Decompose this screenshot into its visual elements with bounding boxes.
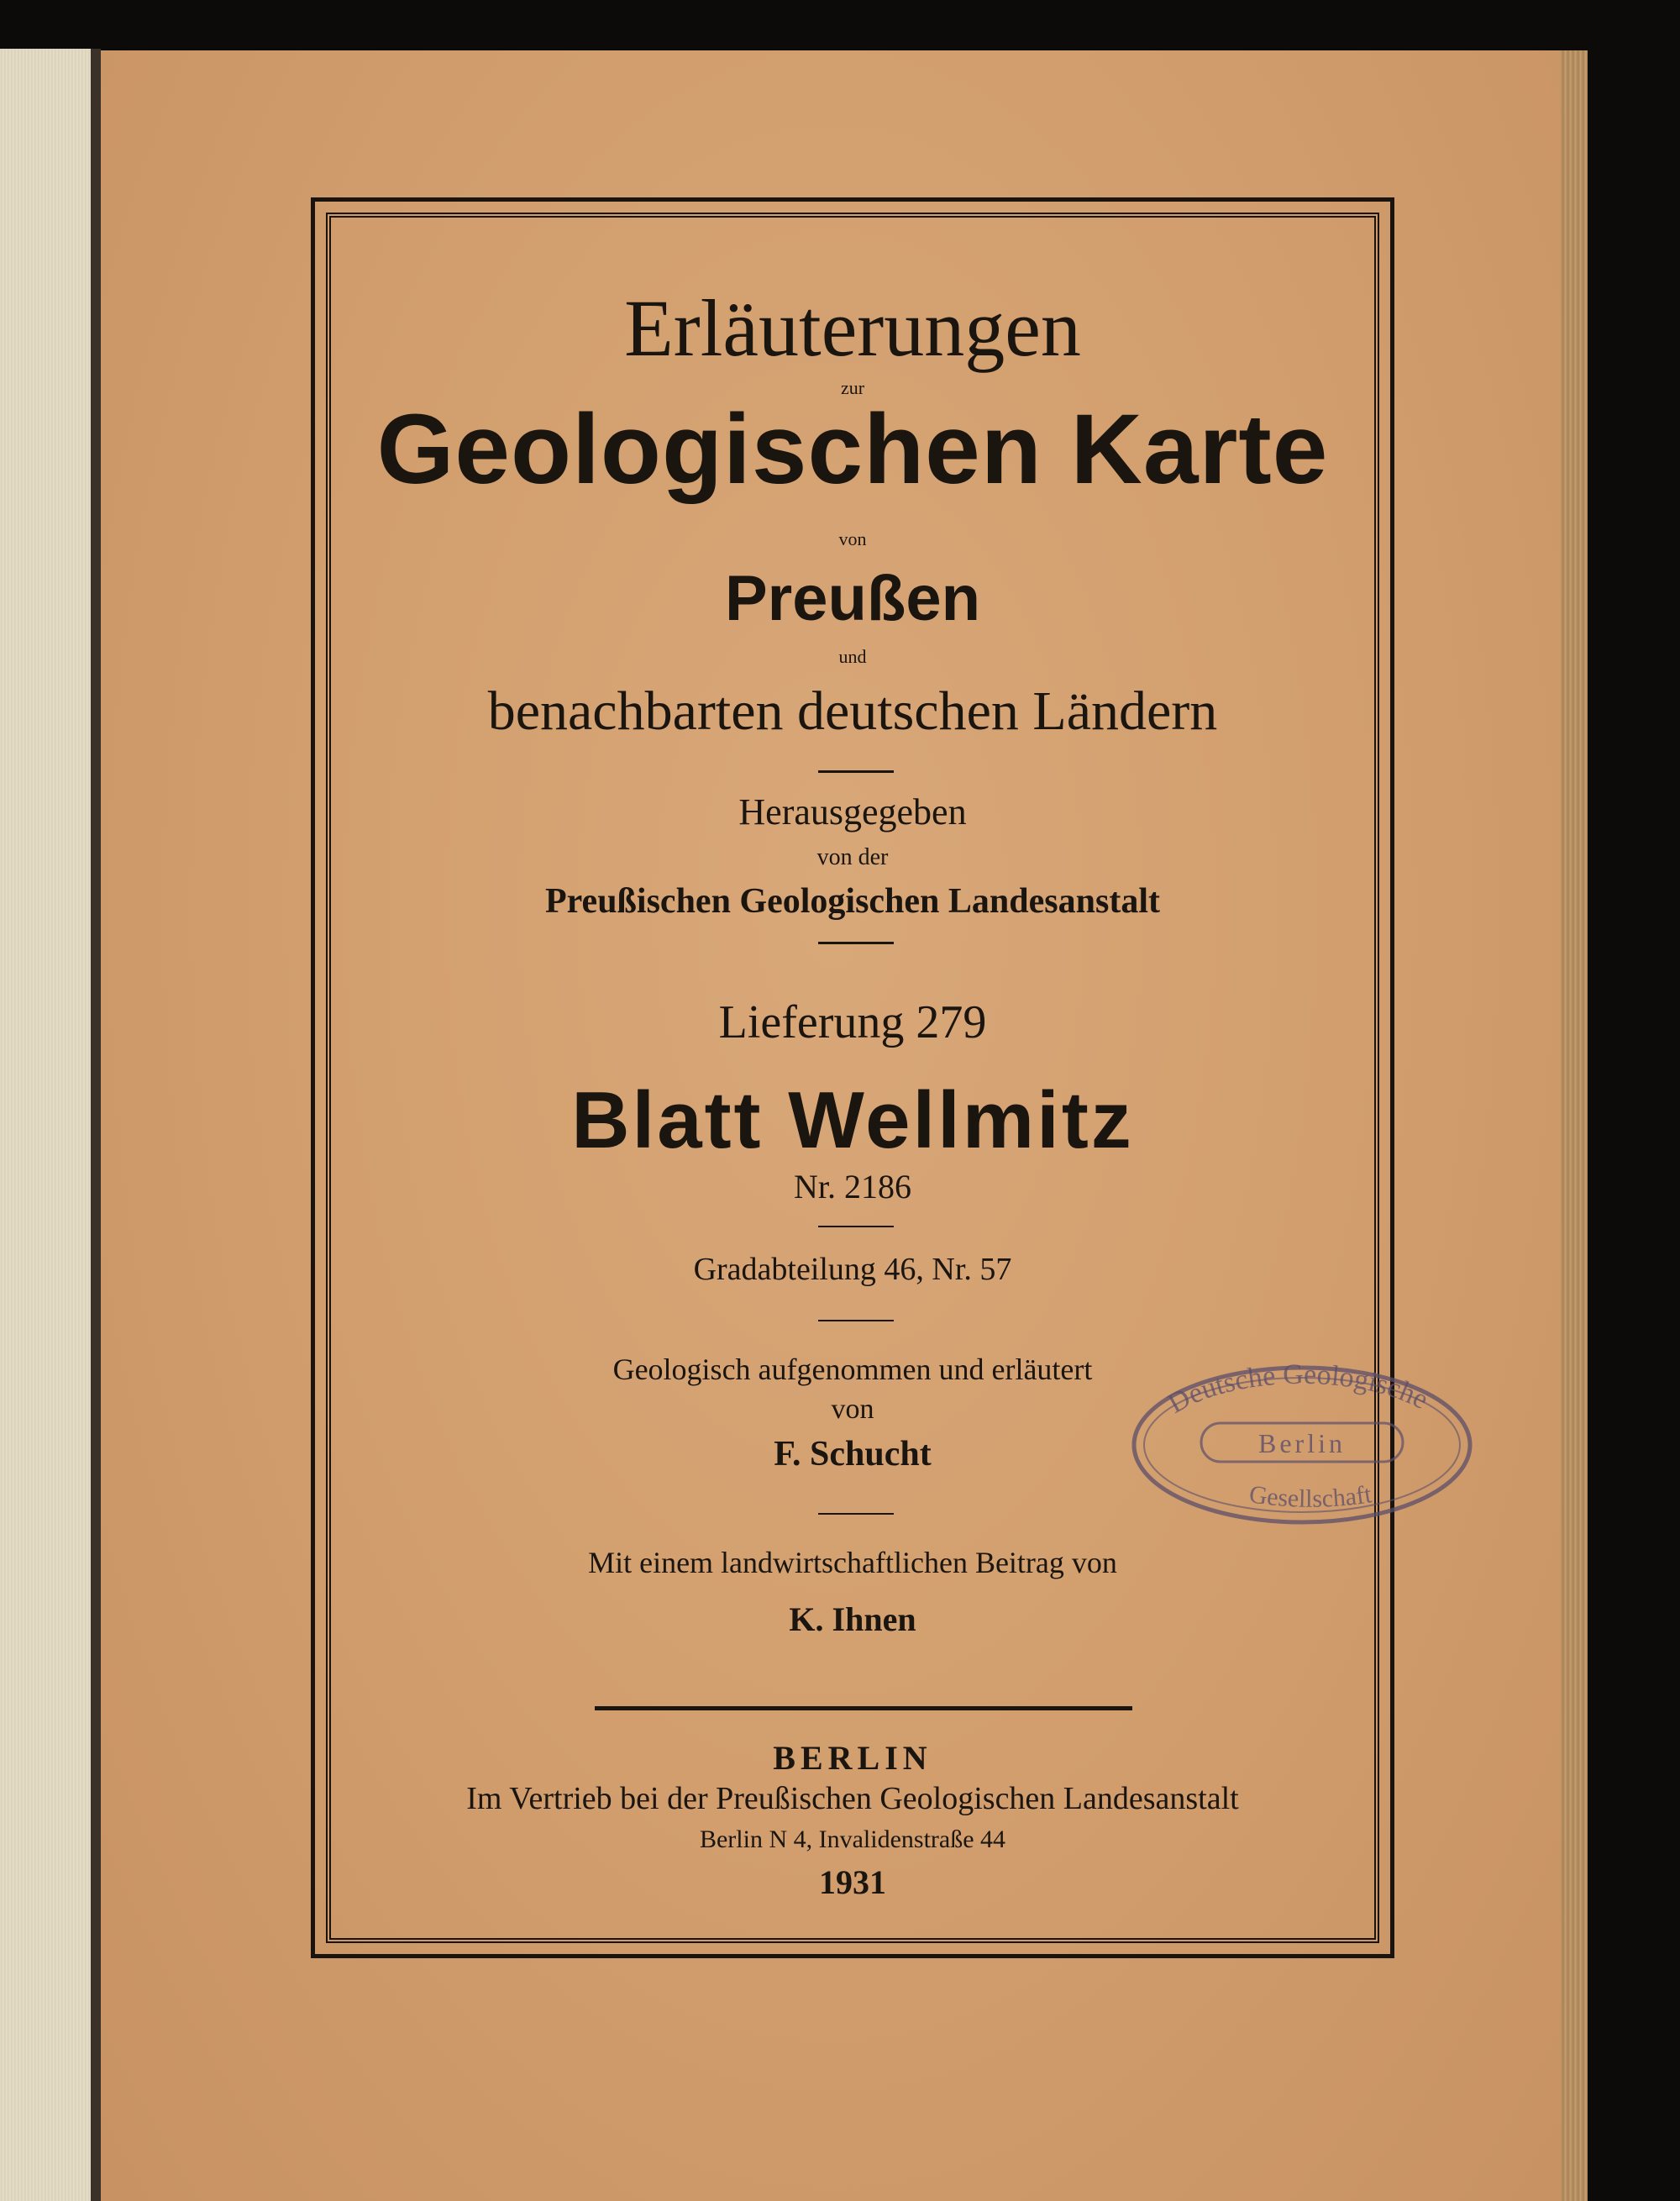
imprint-distribution: Im Vertrieb bei der Preußischen Geologischen Landesanstalt xyxy=(466,1781,1239,1816)
title-content xyxy=(331,218,1374,1938)
sheet-number: Nr. 2186 xyxy=(794,1168,911,1206)
publisher-intro: Herausgegeben xyxy=(738,791,967,833)
imprint-city: BERLIN xyxy=(773,1739,932,1777)
divider-rule-3 xyxy=(818,1226,894,1227)
title-laendern: benachbarten deutschen Ländern xyxy=(487,680,1218,742)
divider-rule-4 xyxy=(818,1320,894,1321)
divider-rule-long xyxy=(595,1706,1132,1710)
contributor-name: K. Ihnen xyxy=(789,1600,916,1638)
stamp-center-text: Berlin xyxy=(1258,1428,1346,1458)
author-name: F. Schucht xyxy=(774,1435,932,1473)
stamp-top-text: Deutsche Geologische xyxy=(1163,1358,1434,1420)
title-main: Geologischen Karte xyxy=(376,394,1329,505)
imprint-year: 1931 xyxy=(819,1863,886,1901)
delivery-number: Lieferung 279 xyxy=(718,996,987,1048)
title-line-von: von xyxy=(838,528,867,549)
publisher-name: Preußischen Geologischen Landesanstalt xyxy=(545,882,1160,921)
divider-rule-1 xyxy=(818,770,894,773)
surveyed-von: von xyxy=(831,1394,874,1425)
book-spine xyxy=(0,49,91,2201)
surveyed-line: Geologisch aufgenommen und erläutert xyxy=(612,1353,1093,1386)
contribution-line: Mit einem landwirtschaftlichen Beitrag von xyxy=(588,1546,1117,1579)
sheet-title: Blatt Wellmitz xyxy=(571,1075,1134,1165)
stamp-bottom-text: Gesellschaft xyxy=(1247,1480,1374,1513)
stamp-graphic xyxy=(1117,1354,1487,1531)
page-edge xyxy=(1561,50,1588,2201)
imprint-address: Berlin N 4, Invalidenstraße 44 xyxy=(699,1825,1006,1853)
grid-section: Gradabteilung 46, Nr. 57 xyxy=(693,1252,1012,1287)
library-stamp xyxy=(1117,1354,1487,1531)
title-line-1: Erläuterungen xyxy=(624,283,1081,373)
divider-rule-5 xyxy=(818,1513,894,1515)
divider-rule-2 xyxy=(818,942,894,944)
title-line-und: und xyxy=(838,646,867,667)
spine-edge xyxy=(91,49,101,2201)
title-line-zur: zur xyxy=(840,377,865,398)
publisher-von: von der xyxy=(816,844,889,870)
title-preussen: Preußen xyxy=(724,563,981,634)
